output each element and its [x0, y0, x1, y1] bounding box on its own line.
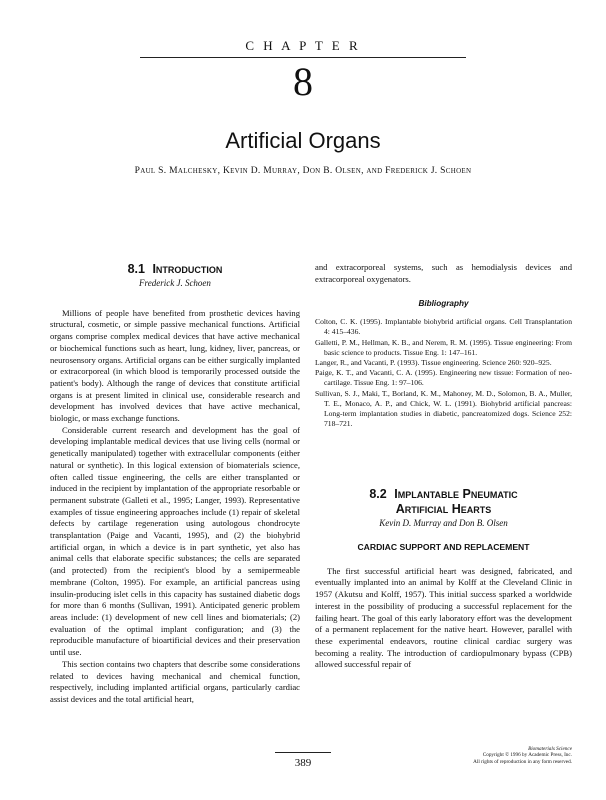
- bibliography-entry: Langer, R., and Vacanti, P. (1993). Tissue engineering. Science 260: 920–925.: [315, 357, 552, 367]
- section-heading-introduction: [50, 262, 300, 277]
- left-column: [50, 262, 300, 706]
- bibliography-entry: Colton, C. K. (1995). Implantable biohybrid artificial organs. Cell Transplantation 4: 415–436.: [315, 317, 572, 337]
- section-author: Frederick J. Schoen: [139, 278, 211, 288]
- bibliography-list: [315, 317, 572, 429]
- paragraph: This section contains two chapters that describe some considerations related to devices having mechanical and chemical function, respectively, including implanted artificial organs, particularly cardiac assist devices and the total artificial heart,: [50, 658, 300, 704]
- book-title: Biomaterials Science: [528, 746, 572, 752]
- chapter-label: C H A P T E R: [245, 38, 361, 53]
- section-title: Introduction: [152, 262, 223, 276]
- section-number: 8.2: [369, 487, 387, 502]
- page-title: Artificial Organs: [225, 128, 381, 153]
- bibliography-entry: Galletti, P. M., Hellman, K. B., and Nerem, R. M. (1995). Tissue engineering: From basic science to products. Tissue Eng. 1: 147–161.: [315, 337, 572, 357]
- section-title-line2: Artificial Hearts: [395, 502, 492, 517]
- section-number: 8.1: [127, 262, 145, 276]
- section-author: Kevin D. Murray and Don B. Olsen: [379, 518, 508, 529]
- section-heading-artificial-hearts: [315, 487, 572, 517]
- bibliography-entry: Sullivan, S. J., Maki, T., Borland, K. M., Mahoney, M. D., Solomon, B. A., Muller, T. E., Monaco, A. P., and Chick, W. L. (1991). Biohybrid artificial pancreas: Long-term implantation studies in diabetic, pancreatomized dogs. Science 252: 718–721.: [315, 388, 572, 429]
- paragraph-continuation: and extracorporeal systems, such as hemodialysis devices and extracorporeal oxygenators.: [315, 262, 572, 284]
- right-column: [315, 262, 572, 671]
- copyright-block: [372, 746, 572, 765]
- copyright-line: Copyright © 1996 by Academic Press, Inc.: [482, 752, 572, 759]
- rights-line: All rights of reproduction in any form reserved.: [473, 758, 572, 765]
- paragraph: Considerable current research and development has the goal of developing implantable medical devices that use living cells (normal or genetically manipulated) together with extracellular components (either natural or synthetic). In this logical extension of biomaterials science, often called tissue engineering, the cells are either transplanted or induced in the recipient by implantation of the appropriate resorbable or permanent substrate (Galleti et al., 1995; Langer, 1993). Representative examples of tissue engineering approaches include (1) repair of skeletal defects by cartilage regeneration using autologous chondrocyte transplantation (Paige and Vacanti, 1995), and (2) the biohybrid artificial organ, in which a device is in part synthetic, yet also has animal cells that elaborate specific substances; the cells are separated (and protected) from the recipient's blood by a semipermeable membrane (Colton, 1995). For example, an artificial pancreas using insulin-producing islet cells in this capacity has sustained diabetic dogs for more than 6 months (Sullivan, 1991). Anticipated generic problem areas include: (1) development of new cell lines and biomaterials; (2) evaluation of the optimal implant configuration; and (3) the reproducible manufacture of bioartificial devices and their preservation until use.: [50, 424, 300, 658]
- subsection-heading: CARDIAC SUPPORT AND REPLACEMENT: [357, 542, 530, 553]
- section-title-line1: Implantable Pneumatic: [394, 487, 518, 502]
- authors-line: Paul S. Malchesky, Kevin D. Murray, Don B. Olsen, and Frederick J. Schoen: [134, 166, 472, 176]
- bibliography-heading: Bibliography: [418, 299, 469, 309]
- paragraph: The first successful artificial heart was designed, fabricated, and eventually implanted into an animal by Kolff at the Cleveland Clinic in 1957 (Akutsu and Kolff, 1957). This initial success sparked a worldwide interest in the possibility of producing a successful replacement for the failing heart. The goal of this early laboratory effort was the development of a permanent replacement for the native heart. However, parallel with these experimental endeavors, routine clinical cardiac surgery was becoming a reality. The introduction of cardiopulmonary bypass (CPB) allowed successful repair of: [315, 565, 572, 670]
- page-number: 389: [294, 757, 312, 769]
- bibliography-entry: Paige, K. T., and Vacanti, C. A. (1995). Engineering new tissue: Formation of neo-cartilage. Tissue Eng. 1: 97–106.: [315, 368, 572, 388]
- paragraph: Millions of people have benefited from prosthetic devices having structural, cosmetic, or simple passive mechanical functions. Artificial organs comprise complex medical devices that have active mechanical or biochemical functions such as heart, lung, kidney, liver, pancreas, or neurosensory organs. Artificial organs can be either surgically implanted or extracorporeal (in which blood is temporarily processed outside the patient's body). Although the range of devices that constitute artificial organs is at present limited in clinical use, considerable research and development has involved devices that have active mechanical, biologic, or mass exchange functions.: [50, 307, 300, 424]
- chapter-number: 8: [293, 59, 313, 104]
- chapter-rule: [140, 57, 466, 58]
- footer-rule: [275, 752, 331, 753]
